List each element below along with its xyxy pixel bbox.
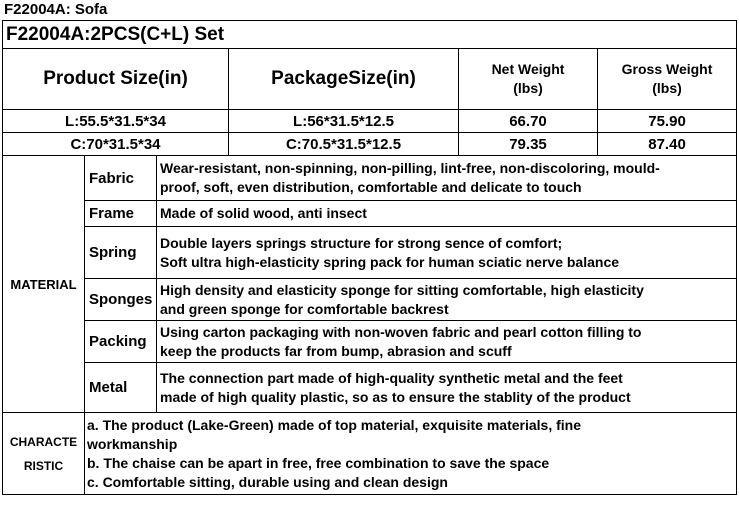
characteristic-line: workmanship bbox=[87, 435, 178, 452]
gross-weight-cell: 87.40 bbox=[598, 133, 737, 156]
header-row bbox=[3, 49, 737, 110]
material-row-metal bbox=[3, 363, 737, 413]
net-weight-cell: 79.35 bbox=[459, 133, 598, 156]
net-weight-header-line2: (lbs) bbox=[513, 80, 543, 96]
desc-line: Wear-resistant, non-spinning, non-pilling, lint-free, non-discoloring, mould- bbox=[160, 160, 660, 176]
table-row bbox=[3, 110, 737, 133]
material-desc-fabric bbox=[157, 156, 737, 201]
material-row-packing bbox=[3, 321, 737, 363]
material-name-sponges: Sponges bbox=[85, 279, 157, 321]
net-weight-cell: 66.70 bbox=[459, 110, 598, 133]
material-row-sponges bbox=[3, 279, 737, 321]
characteristic-text bbox=[85, 413, 737, 495]
characteristic-label-line1: CHARACTE bbox=[9, 434, 78, 449]
gross-weight-header-line1: Gross Weight bbox=[621, 61, 713, 77]
desc-line: made of high quality plastic, so as to ensure the stablity of the product bbox=[160, 388, 631, 405]
material-name-fabric: Fabric bbox=[85, 156, 157, 201]
material-name-spring: Spring bbox=[85, 227, 157, 279]
table-row bbox=[3, 133, 737, 156]
material-name-frame: Frame bbox=[85, 201, 157, 227]
gross-weight-cell: 75.90 bbox=[598, 110, 737, 133]
desc-line: proof, soft, even distribution, comfortable and delicate to touch bbox=[160, 179, 582, 195]
desc-line: Soft ultra high-elasticity spring pack for human sciatic nerve balance bbox=[160, 253, 620, 270]
characteristic-label-line2: RISTIC bbox=[23, 458, 64, 473]
material-desc-packing bbox=[157, 321, 737, 363]
desc-line: and green sponge for comfortable backrest bbox=[160, 300, 449, 317]
material-row-frame bbox=[3, 201, 737, 227]
package-size-cell: L:56*31.5*12.5 bbox=[229, 110, 459, 133]
product-size-cell: L:55.5*31.5*34 bbox=[3, 110, 229, 133]
net-weight-header-line1: Net Weight bbox=[491, 61, 565, 77]
characteristic-line: a. The product (Lake-Green) made of top material, exquisite materials, fine bbox=[87, 416, 582, 433]
set-title: F22004A:2PCS(C+L) Set bbox=[3, 21, 737, 49]
material-name-metal: Metal bbox=[85, 363, 157, 413]
desc-line: Using carton packaging with non-woven fabric and pearl cotton filling to bbox=[160, 323, 642, 340]
desc-line: Made of solid wood, anti insect bbox=[160, 205, 367, 221]
product-size-header: Product Size(in) bbox=[3, 49, 229, 110]
characteristic-line: b. The chaise can be apart in free, free combination to save the space bbox=[87, 454, 550, 471]
material-desc-frame bbox=[157, 201, 737, 227]
characteristic-section-label bbox=[3, 413, 85, 495]
material-desc-metal bbox=[157, 363, 737, 413]
desc-line: The connection part made of high-quality synthetic metal and the feet bbox=[160, 369, 623, 386]
material-row-fabric bbox=[3, 156, 737, 201]
material-name-packing: Packing bbox=[85, 321, 157, 363]
spec-table bbox=[2, 20, 737, 495]
desc-line: Double layers springs structure for strong sence of comfort; bbox=[160, 234, 563, 251]
gross-weight-header-line2: (lbs) bbox=[652, 80, 682, 96]
gross-weight-header bbox=[598, 49, 737, 110]
product-size-cell: C:70*31.5*34 bbox=[3, 133, 229, 156]
characteristic-row bbox=[3, 413, 737, 495]
material-row-spring bbox=[3, 227, 737, 279]
characteristic-line: c. Comfortable sitting, durable using and clean design bbox=[87, 473, 448, 490]
package-size-header: PackageSize(in) bbox=[229, 49, 459, 110]
net-weight-header bbox=[459, 49, 598, 110]
material-desc-spring bbox=[157, 227, 737, 279]
set-title-row bbox=[3, 21, 737, 49]
desc-line: keep the products far from bump, abrasion and scuff bbox=[160, 342, 512, 359]
material-desc-sponges bbox=[157, 279, 737, 321]
package-size-cell: C:70.5*31.5*12.5 bbox=[229, 133, 459, 156]
page-title: F22004A: Sofa bbox=[4, 1, 108, 18]
material-section-label: MATERIAL bbox=[3, 156, 85, 413]
desc-line: High density and elasticity sponge for sitting comfortable, high elasticity bbox=[160, 281, 644, 298]
